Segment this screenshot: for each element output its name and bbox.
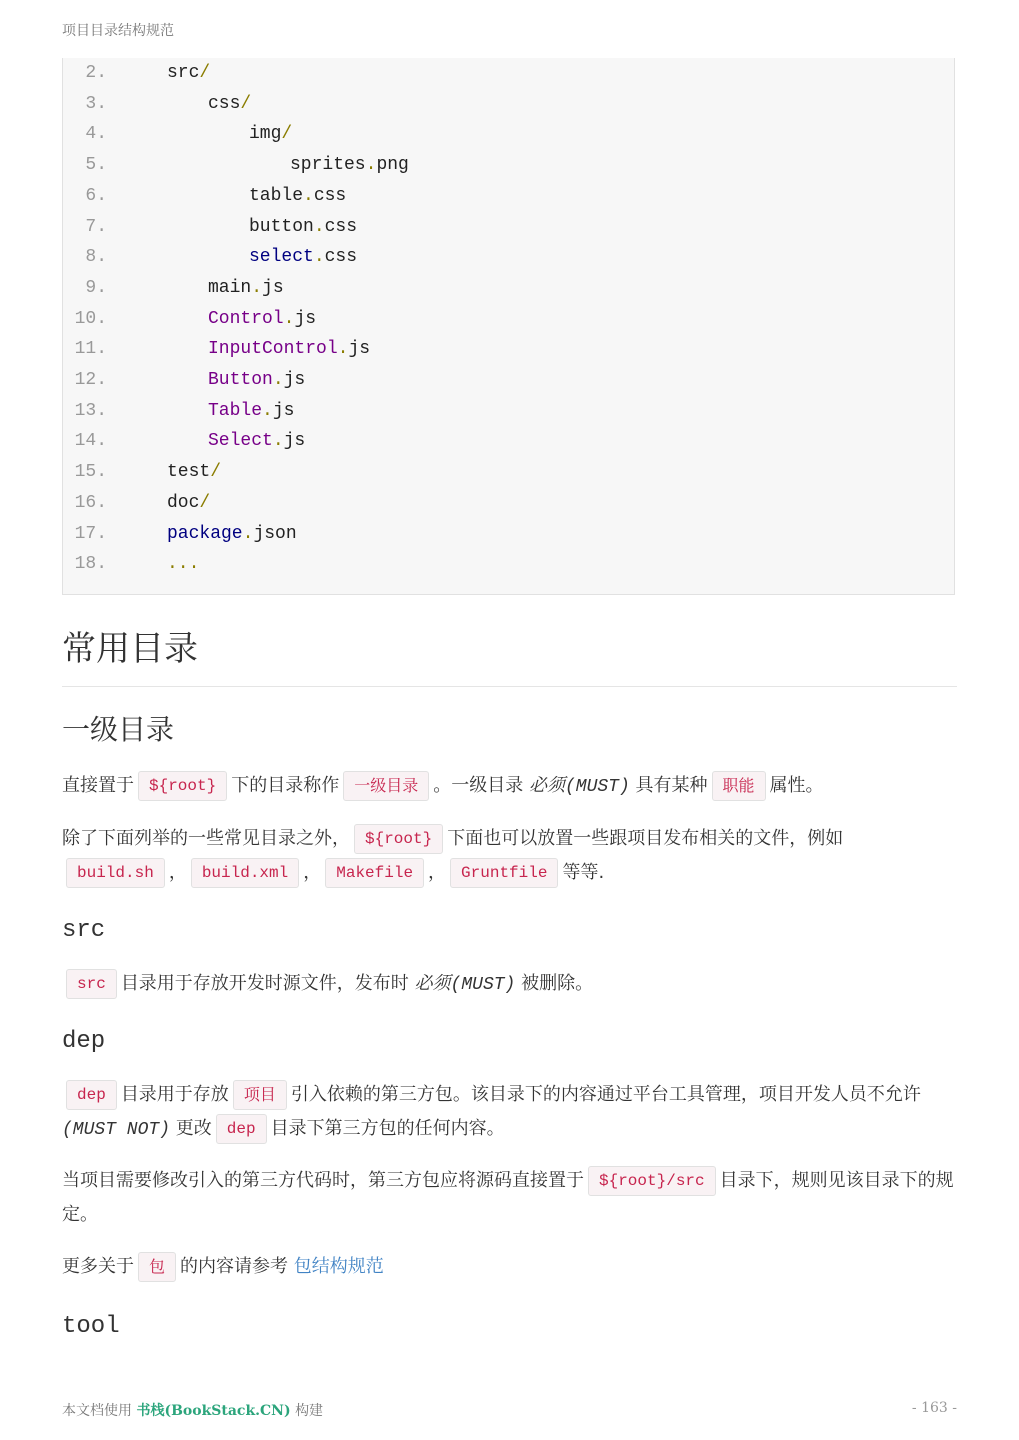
inline-code: dep xyxy=(216,1114,267,1144)
code-token: table xyxy=(249,185,304,206)
code-line xyxy=(63,119,954,150)
paragraph-dep-desc xyxy=(62,1078,957,1147)
code-token: css xyxy=(313,185,347,206)
text: 更改 xyxy=(175,1118,212,1139)
line-number: 18. xyxy=(74,554,107,575)
line-code xyxy=(208,89,251,120)
text: 等等. xyxy=(562,862,605,883)
code-token: Select xyxy=(208,431,273,452)
line-number: 14. xyxy=(74,431,107,452)
code-punct: . xyxy=(303,185,314,206)
text: 更多关于 xyxy=(62,1256,134,1277)
line-code xyxy=(167,549,199,580)
code-token: js xyxy=(348,339,371,360)
line-number: 5. xyxy=(85,155,107,176)
line-code xyxy=(208,365,305,396)
code-token: js xyxy=(262,277,284,298)
code-punct: . xyxy=(313,216,325,237)
code-line xyxy=(63,457,954,488)
footer-credit xyxy=(62,1400,323,1420)
code-token: js xyxy=(272,400,295,421)
heading-src: src xyxy=(62,917,106,944)
text: 目录下，规则见该目录下的规定。 xyxy=(62,1170,954,1225)
line-number: 8. xyxy=(85,247,107,268)
paragraph-first-level-desc xyxy=(62,769,957,804)
code-token: css xyxy=(324,247,358,268)
line-code xyxy=(208,426,305,457)
subsection-heading-first-level: 一级目录 xyxy=(62,713,175,746)
code-line xyxy=(63,334,954,365)
code-token: js xyxy=(283,370,306,390)
heading-tool: tool xyxy=(62,1313,120,1340)
code-punct: . xyxy=(242,523,254,544)
line-code xyxy=(167,488,210,519)
text: 具有某种 xyxy=(635,775,708,796)
code-token: js xyxy=(294,308,317,329)
code-token: main xyxy=(208,277,252,298)
line-number: 4. xyxy=(85,124,107,145)
code-token: sprites xyxy=(290,155,366,176)
text: 直接置于 xyxy=(62,775,134,796)
line-number: 2. xyxy=(85,63,107,83)
text: 除了下面列举的一些常见目录之外， xyxy=(62,828,350,849)
line-code xyxy=(249,212,357,243)
code-token: img xyxy=(249,124,282,145)
code-punct: . xyxy=(283,308,295,329)
code-token: css xyxy=(324,216,358,237)
code-token: src xyxy=(167,63,200,83)
inline-code: dep xyxy=(66,1080,117,1110)
line-number: 6. xyxy=(85,185,107,206)
code-token: package xyxy=(167,523,243,544)
code-token: ... xyxy=(167,554,200,575)
heading-dep: dep xyxy=(62,1028,106,1055)
inline-code: ${root} xyxy=(354,824,443,854)
code-token: css xyxy=(208,93,241,114)
code-block xyxy=(62,58,955,595)
code-token: js xyxy=(283,431,306,452)
line-number: 3. xyxy=(85,93,107,114)
code-line xyxy=(63,396,954,427)
code-line xyxy=(63,150,954,181)
line-code xyxy=(208,304,316,335)
inline-code: 一级目录 xyxy=(343,771,429,801)
code-line xyxy=(63,426,954,457)
brand-link[interactable]: 书栈(BookStack.CN) xyxy=(136,1403,291,1419)
text: 被删除。 xyxy=(521,973,594,994)
code-punct: / xyxy=(199,63,211,83)
text: ， xyxy=(303,862,322,883)
line-code xyxy=(290,150,409,181)
section-heading-common-directories: 常用目录 xyxy=(62,624,957,687)
code-line xyxy=(63,89,954,120)
text: 下的目录称作 xyxy=(231,775,340,796)
line-code xyxy=(208,396,294,427)
inline-code: Gruntfile xyxy=(450,858,558,888)
line-code xyxy=(249,242,357,273)
running-header: 项目目录结构规范 xyxy=(62,23,174,39)
code-token: png xyxy=(376,155,409,176)
inline-code: Makefile xyxy=(325,858,424,888)
code-line xyxy=(63,304,954,335)
code-token: button xyxy=(249,216,314,237)
code-punct: . xyxy=(251,277,263,298)
code-line xyxy=(63,549,954,580)
inline-code: 包 xyxy=(138,1252,176,1282)
code-punct: . xyxy=(313,247,325,268)
line-code xyxy=(167,457,221,488)
code-line xyxy=(63,181,954,212)
line-number: 17. xyxy=(74,523,107,544)
page-number: - 163 - xyxy=(911,1400,957,1416)
code-line xyxy=(63,273,954,304)
text: 属性。 xyxy=(769,775,824,796)
text: 本文档使用 xyxy=(62,1403,132,1419)
code-punct: . xyxy=(272,370,284,390)
text: 的内容请参考 xyxy=(180,1256,289,1277)
code-punct: . xyxy=(365,155,377,176)
code-punct: / xyxy=(210,462,222,483)
line-code xyxy=(167,58,210,89)
code-line xyxy=(63,212,954,243)
text: ， xyxy=(428,862,447,883)
line-number: 16. xyxy=(74,492,107,513)
code-punct: . xyxy=(337,339,349,360)
inline-code: src xyxy=(66,969,117,999)
text: ， xyxy=(168,862,187,883)
code-punct: / xyxy=(199,492,211,513)
inline-code: ${root}/src xyxy=(588,1166,716,1196)
code-line xyxy=(63,58,954,89)
paragraph-root-files xyxy=(62,822,922,890)
code-token: doc xyxy=(167,492,200,513)
emphasis: (MUST NOT) xyxy=(62,1120,171,1140)
line-code xyxy=(249,119,292,150)
package-structure-link[interactable]: 包结构规范 xyxy=(293,1256,384,1277)
line-number: 13. xyxy=(74,400,107,421)
emphasis: 必须(MUST) xyxy=(414,975,516,995)
line-code xyxy=(208,334,370,365)
line-number: 12. xyxy=(74,370,107,390)
code-line xyxy=(63,365,954,396)
inline-code: 项目 xyxy=(233,1080,287,1110)
text: 当项目需要修改引入的第三方代码时，第三方包应将源码直接置于 xyxy=(62,1170,584,1191)
code-line xyxy=(63,488,954,519)
inline-code: ${root} xyxy=(138,771,227,801)
line-number: 9. xyxy=(85,277,107,298)
code-token: test xyxy=(167,462,211,483)
code-token: Control xyxy=(208,308,284,329)
code-punct: / xyxy=(240,93,252,114)
text: 目录用于存放开发时源文件，发布时 xyxy=(120,973,409,994)
code-token: Button xyxy=(208,370,273,390)
line-number: 11. xyxy=(74,339,107,360)
code-token: Table xyxy=(208,400,263,421)
code-punct: / xyxy=(281,124,293,145)
code-token: InputControl xyxy=(208,339,338,360)
text: 引入依赖的第三方包。该目录下的内容通过平台工具管理，项目开发人员不允许 xyxy=(290,1084,921,1105)
line-number: 10. xyxy=(74,308,107,329)
paragraph-more-about-package xyxy=(62,1250,957,1284)
code-token: json xyxy=(253,523,297,544)
text: 构建 xyxy=(295,1403,324,1419)
line-number: 15. xyxy=(74,462,107,483)
text: 下面也可以放置一些跟项目发布相关的文件，例如 xyxy=(447,828,844,849)
code-token: select xyxy=(249,247,314,268)
inline-code: build.xml xyxy=(191,858,299,888)
inline-code: build.sh xyxy=(66,858,165,888)
text: 目录用于存放 xyxy=(120,1084,229,1105)
code-line xyxy=(63,519,954,550)
line-code xyxy=(167,519,297,550)
paragraph-third-party-modify xyxy=(62,1164,957,1232)
code-line xyxy=(63,242,954,273)
inline-code: 职能 xyxy=(712,771,766,801)
paragraph-src-desc xyxy=(62,967,957,1002)
line-number: 7. xyxy=(85,216,107,237)
emphasis: 必须(MUST) xyxy=(528,777,630,797)
code-punct: . xyxy=(262,400,273,421)
code-punct: . xyxy=(272,431,284,452)
line-code xyxy=(249,181,346,212)
line-code xyxy=(208,273,284,304)
text: 。一级目录 xyxy=(433,775,524,796)
text: 目录下第三方包的任何内容。 xyxy=(270,1118,505,1139)
